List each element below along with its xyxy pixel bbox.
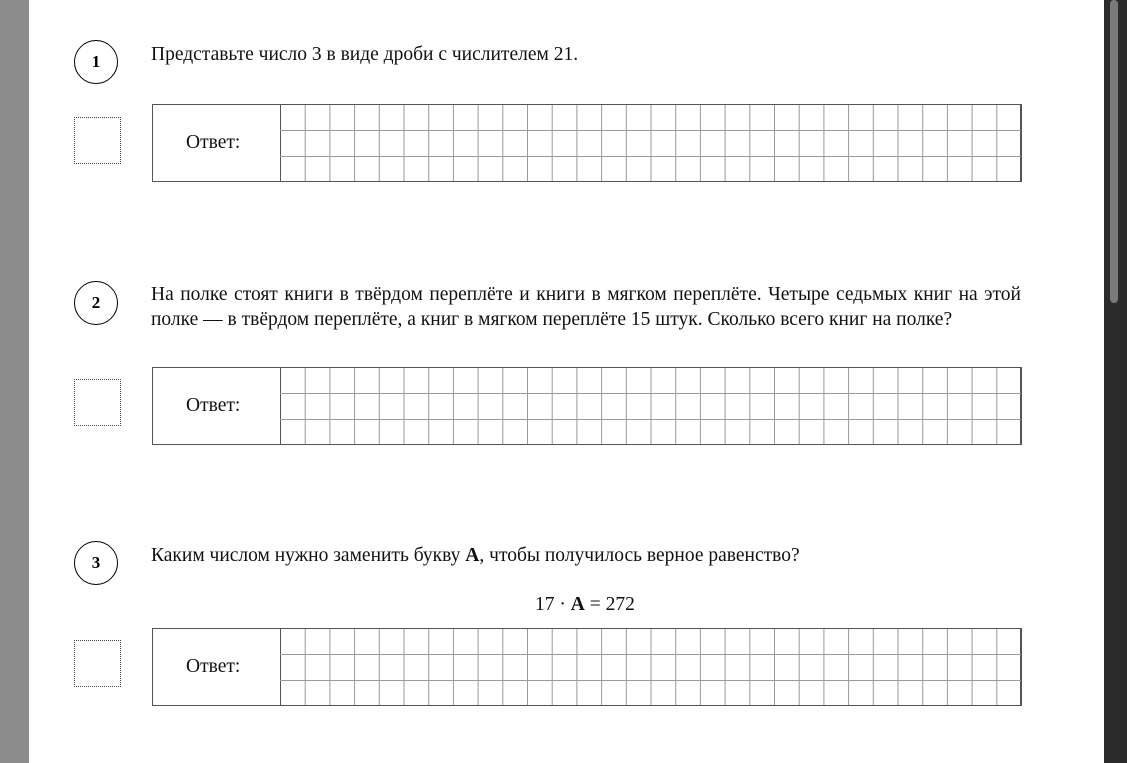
question-1-text: Представьте число 3 в виде дроби с числителем 21. — [151, 44, 579, 65]
question-2-text: На полке стоят книги в твёрдом переплёте и книги в мягком переплёте. Четыре седьмых книг на этой полке — в твёрдом переплёте, а книг в мягком переплёте 15 штук. Сколько всего книг на полке? — [151, 284, 1021, 330]
question-number-2: 2 — [74, 281, 118, 325]
answer-label-1: Ответ: — [186, 132, 241, 153]
question-3-text-after: , чтобы получилось верное равенство? — [479, 545, 800, 566]
answer-field-1[interactable] — [152, 104, 1021, 182]
equation-left: 17 · — [535, 594, 571, 615]
question-number-1: 1 — [74, 40, 118, 84]
equation — [535, 594, 635, 616]
answer-grid-2[interactable] — [280, 367, 1022, 445]
answer-grid-3[interactable] — [280, 628, 1022, 706]
answer-label-3: Ответ: — [186, 656, 241, 677]
answer-label-2: Ответ: — [186, 395, 241, 416]
question-3-text-before: Каким числом нужно заменить букву — [151, 545, 466, 566]
score-box-3 — [74, 640, 121, 687]
question-number-3: 3 — [74, 541, 118, 585]
answer-field-3[interactable] — [152, 628, 1021, 706]
equation-variable: А — [570, 594, 585, 615]
question-3-text — [151, 543, 1021, 568]
answer-grid-1[interactable] — [280, 104, 1022, 182]
score-box-2 — [74, 379, 121, 426]
question-3-letter: А — [465, 545, 480, 566]
score-box-1 — [74, 117, 121, 164]
scrollbar-thumb[interactable] — [1110, 0, 1118, 303]
equation-right: = 272 — [584, 594, 635, 615]
answer-field-2[interactable] — [152, 367, 1021, 445]
